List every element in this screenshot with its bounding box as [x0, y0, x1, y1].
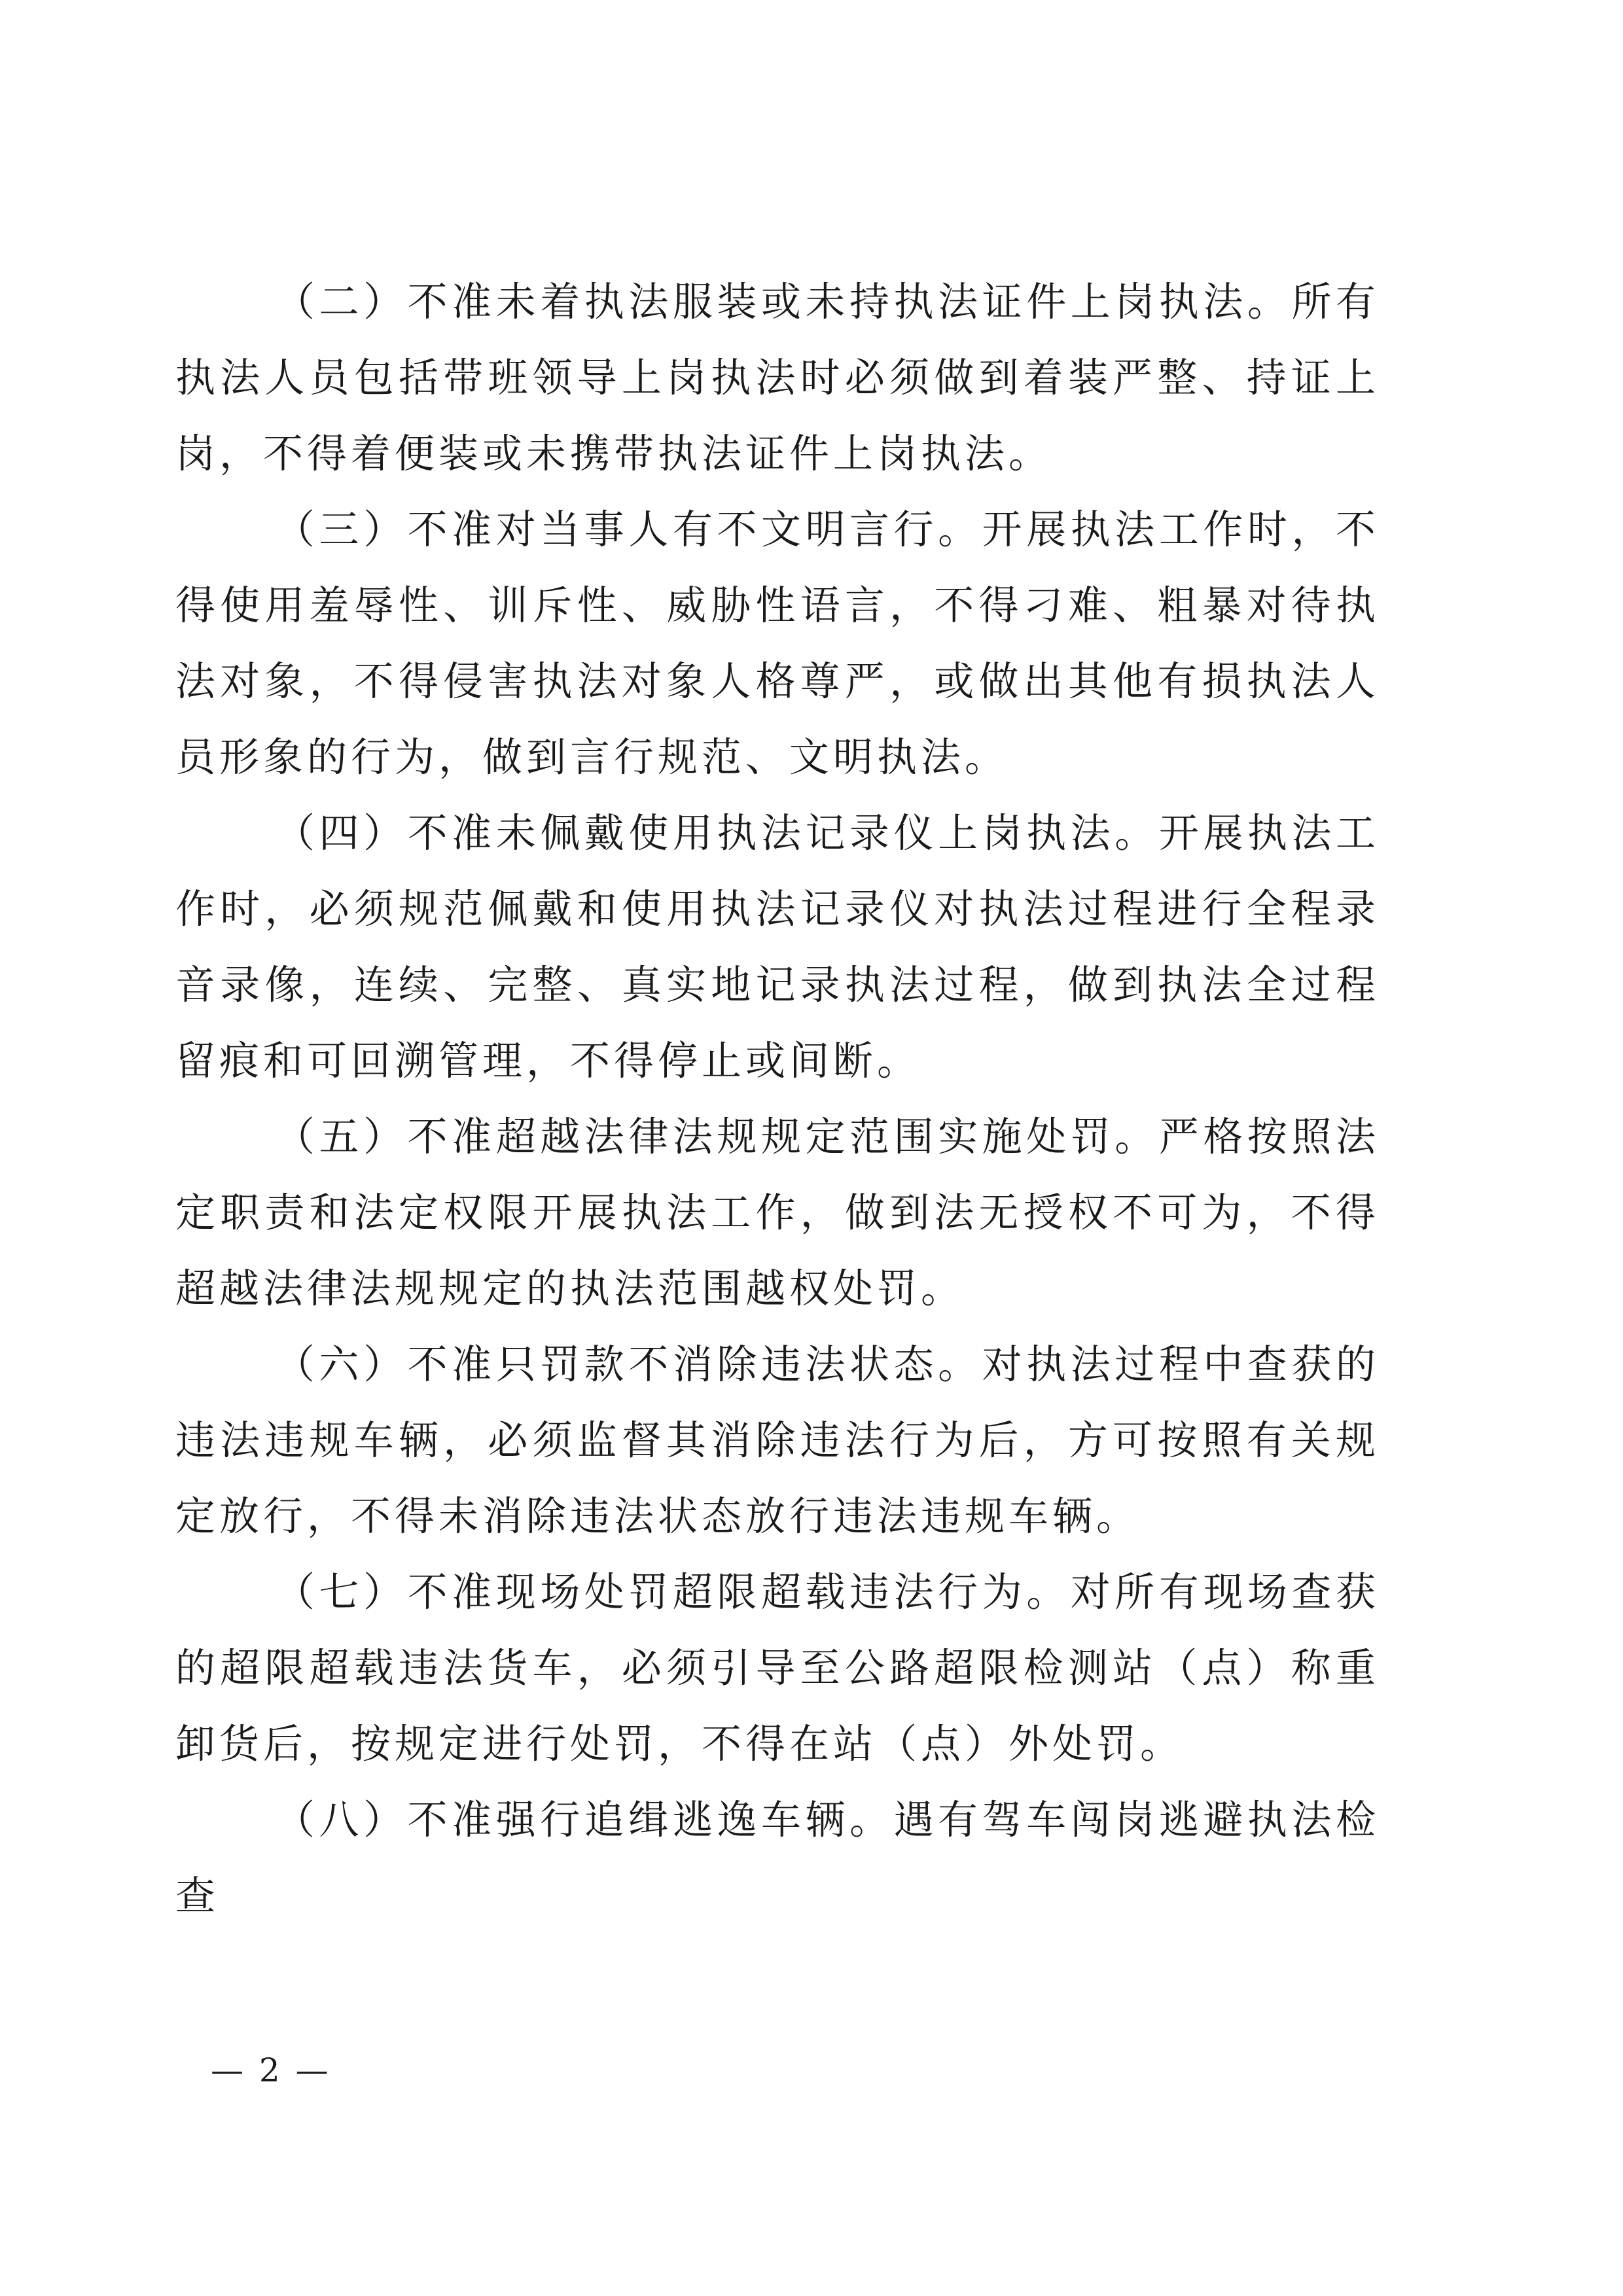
paragraph-3: （三）不准对当事人有不文明言行。开展执法工作时，不得使用羞辱性、训斥性、威胁性语言，不得刁难、粗暴对待执法对象，不得侵害执法对象人格尊严，或做出其他有损执法人员形象的行为，做到言行规范、文明执法。: [175, 506, 1380, 781]
paragraph-5: （五）不准超越法律法规规定范围实施处罚。严格按照法定职责和法定权限开展执法工作，做到法无授权不可为，不得超越法律法规规定的执法范围越权处罚。: [175, 1114, 1380, 1312]
paragraph-4: （四）不准未佩戴使用执法记录仪上岗执法。开展执法工作时，必须规范佩戴和使用执法记录仪对执法过程进行全程录音录像，连续、完整、真实地记录执法过程，做到执法全过程留痕和可回溯管理，不得停止或间断。: [175, 810, 1380, 1084]
paragraph-2: （二）不准未着执法服装或未持执法证件上岗执法。所有执法人员包括带班领导上岗执法时必须做到着装严整、持证上岗，不得着便装或未携带执法证件上岗执法。: [175, 279, 1380, 477]
document-body: [175, 264, 1380, 1934]
page-number: — 2 —: [211, 2051, 331, 2089]
paragraph-7: （七）不准现场处罚超限超载违法行为。对所有现场查获的超限超载违法货车，必须引导至公路超限检测站（点）称重卸货后，按规定进行处罚，不得在站（点）外处罚。: [175, 1569, 1380, 1767]
paragraph-6: （六）不准只罚款不消除违法状态。对执法过程中查获的违法违规车辆，必须监督其消除违法行为后，方可按照有关规定放行，不得未消除违法状态放行违法违规车辆。: [175, 1341, 1380, 1540]
paragraph-8: （八）不准强行追缉逃逸车辆。遇有驾车闯岗逃避执法检查: [175, 1797, 1380, 1919]
